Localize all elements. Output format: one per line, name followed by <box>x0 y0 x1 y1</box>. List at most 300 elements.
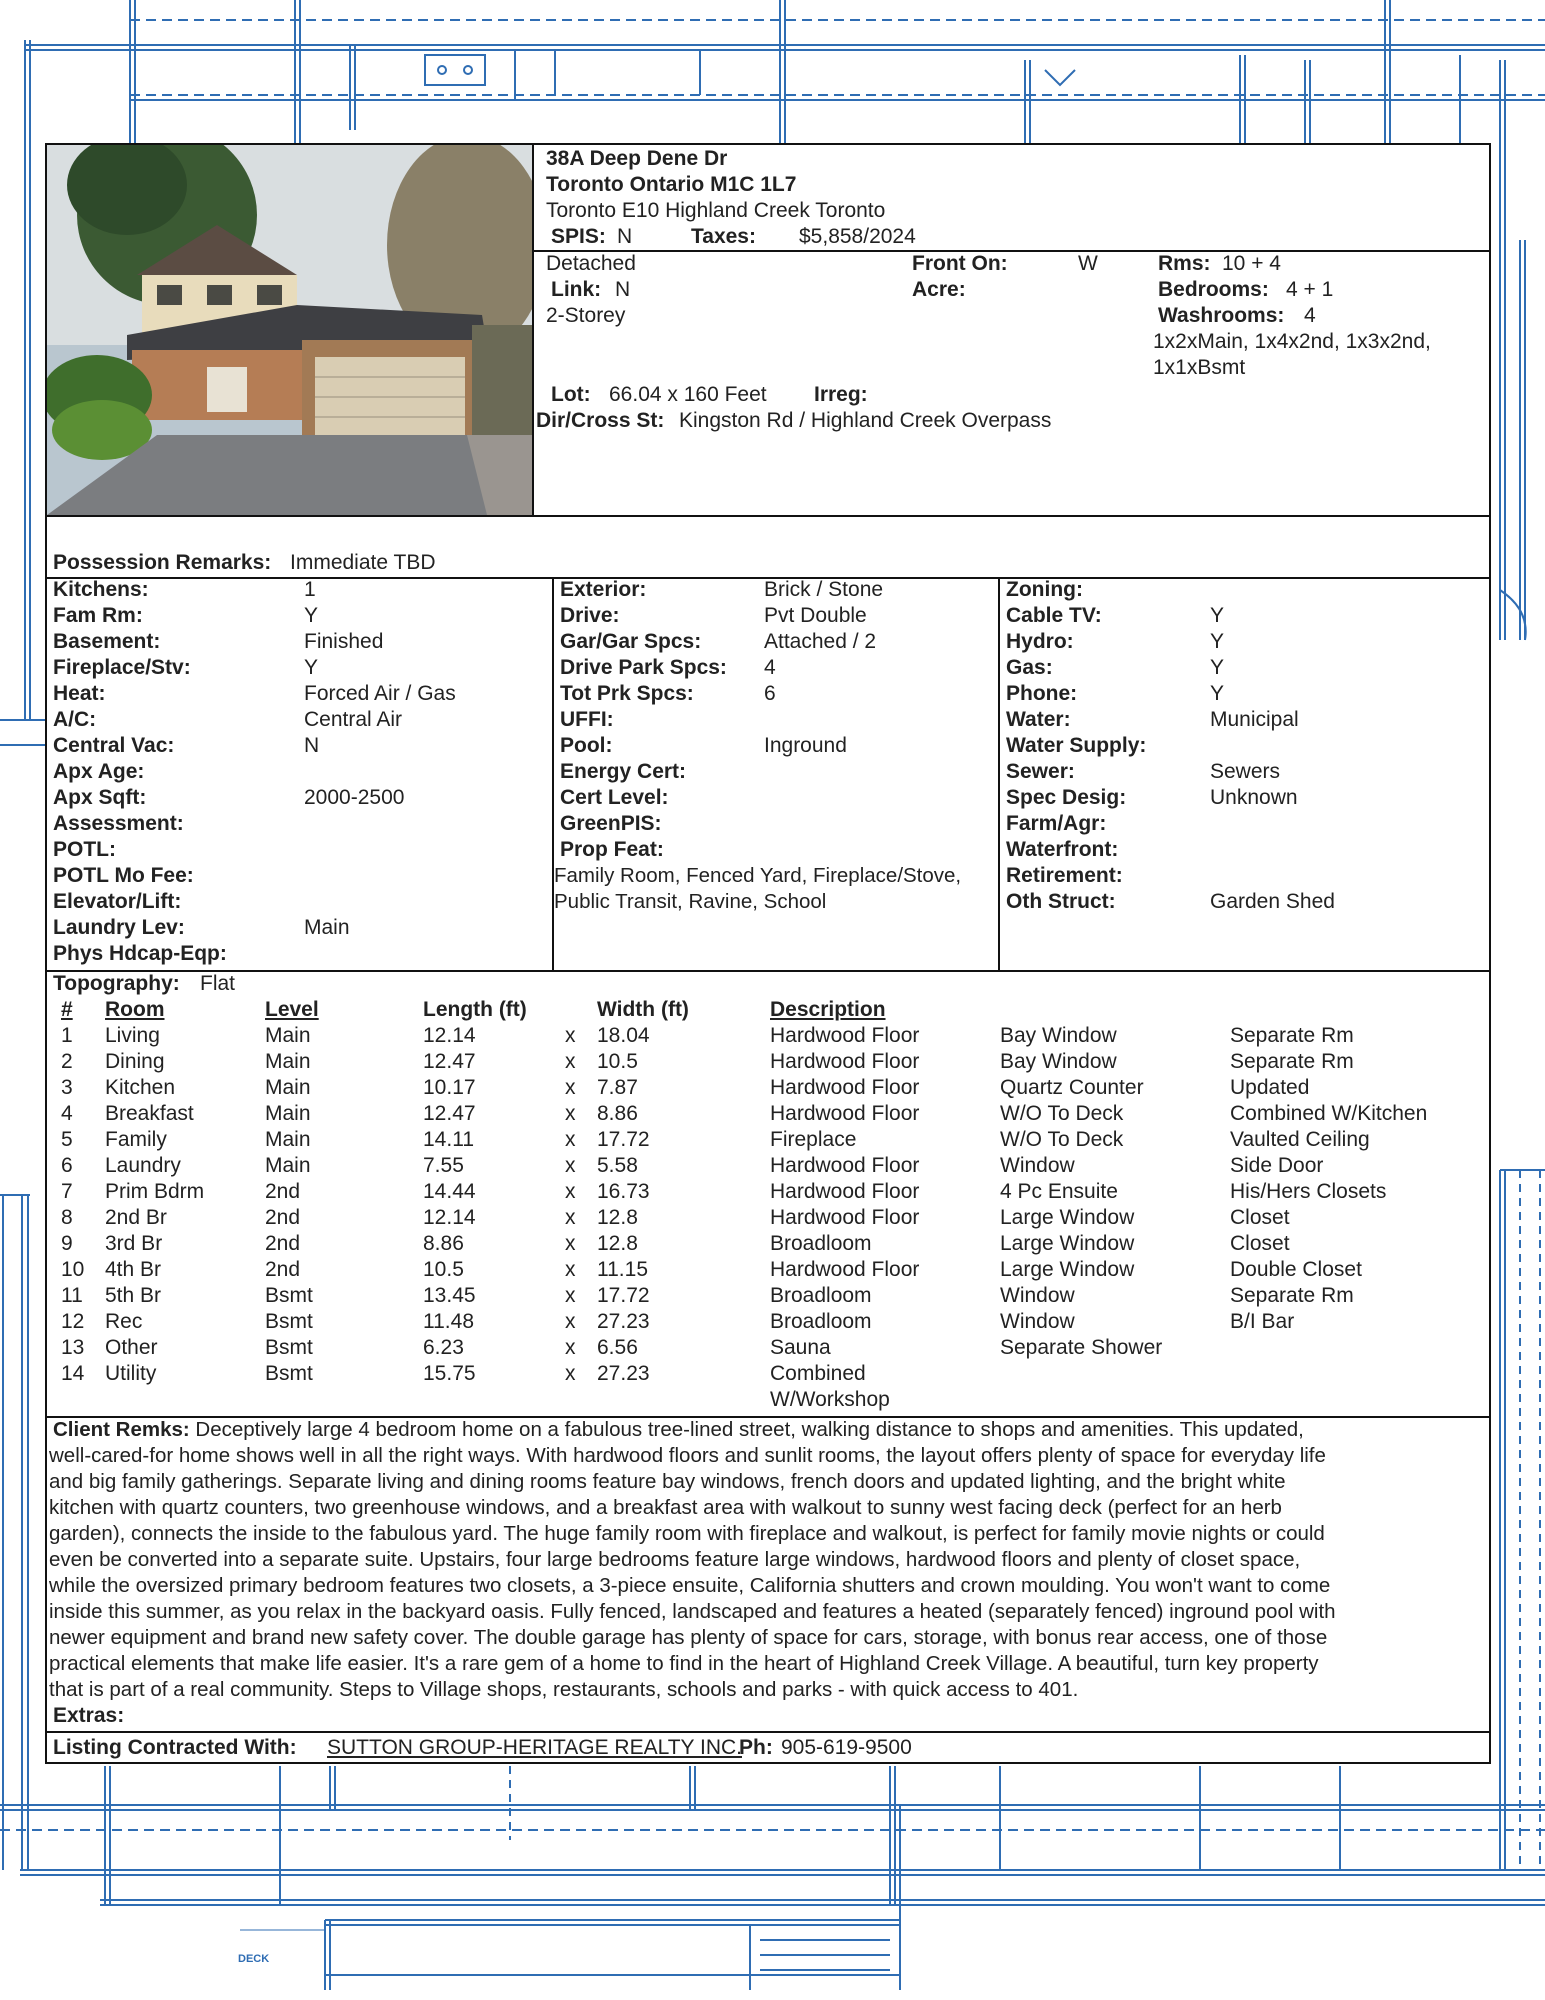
room-len: 12.47 <box>423 1050 476 1073</box>
room-x: x <box>565 1076 576 1099</box>
phone-value: 905-619-9500 <box>781 1736 912 1759</box>
utility-value: Y <box>1210 656 1225 679</box>
area: Toronto E10 Highland Creek Toronto <box>546 199 886 222</box>
utility-row <box>1006 785 1489 811</box>
property-info <box>534 145 1489 515</box>
detail-label: Laundry Lev: <box>53 916 185 939</box>
room-n: 4 <box>61 1102 73 1125</box>
topography-label: Topography: <box>53 972 180 995</box>
washrooms-value: 4 <box>1304 304 1316 327</box>
room-d1: Hardwood Floor <box>770 1024 920 1047</box>
room-level: Main <box>265 1050 311 1073</box>
room-row <box>47 1101 1489 1127</box>
detail-row <box>53 733 552 759</box>
room-row <box>47 1127 1489 1153</box>
room-n: 8 <box>61 1206 73 1229</box>
room-d2: Bay Window <box>1000 1024 1117 1047</box>
feature-label: Drive: <box>560 604 620 627</box>
detail-row <box>53 577 552 603</box>
listing-footer <box>47 1731 1489 1764</box>
room-level: Main <box>265 1076 311 1099</box>
feature-row <box>560 759 994 785</box>
header-length: Length (ft) <box>423 998 527 1021</box>
utility-value: Garden Shed <box>1210 890 1335 913</box>
feature-label: Gar/Gar Spcs: <box>560 630 702 653</box>
room-n: 3 <box>61 1076 73 1099</box>
remarks-line <box>49 1651 1485 1677</box>
remarks-text: practical elements that make life easier. It's a rare gem of a home to find in the heart of Highland Creek Village. A beautiful, turn key property <box>49 1652 1319 1675</box>
brokerage-link[interactable]: SUTTON GROUP-HERITAGE REALTY INC. <box>327 1736 742 1759</box>
rooms-label: Rms: <box>1158 252 1211 275</box>
washroom-detail-1: 1x2xMain, 1x4x2nd, 1x3x2nd, <box>1153 330 1431 353</box>
utility-row <box>1006 863 1489 889</box>
room-level: 2nd <box>265 1180 301 1203</box>
rooms-section <box>47 970 1489 1418</box>
room-wid: 17.72 <box>597 1128 650 1151</box>
room-room: Living <box>105 1024 160 1047</box>
utility-label: Spec Desig: <box>1006 786 1127 809</box>
feature-row <box>560 681 994 707</box>
utility-value: Municipal <box>1210 708 1299 731</box>
remarks-line <box>49 1625 1485 1651</box>
room-d3: Separate Rm <box>1230 1284 1354 1307</box>
phone-label: Ph: <box>739 1736 773 1759</box>
room-d2: Large Window <box>1000 1206 1135 1229</box>
room-row <box>47 1075 1489 1101</box>
room-n: 9 <box>61 1232 73 1255</box>
room-n: 14 <box>61 1362 85 1385</box>
utility-label: Hydro: <box>1006 630 1074 653</box>
bedrooms-label: Bedrooms: <box>1158 278 1269 301</box>
detail-row <box>53 889 552 915</box>
detail-label: Elevator/Lift: <box>53 890 182 913</box>
room-n: 5 <box>61 1128 73 1151</box>
room-room: 5th Br <box>105 1284 162 1307</box>
room-x: x <box>565 1180 576 1203</box>
room-len: 7.55 <box>423 1154 464 1177</box>
room-x: x <box>565 1232 576 1255</box>
details-list-2 <box>560 577 994 863</box>
room-len: 13.45 <box>423 1284 476 1307</box>
room-n: 1 <box>61 1024 73 1047</box>
feature-value: 6 <box>764 682 776 705</box>
detail-value: Central Air <box>304 708 403 731</box>
detail-row <box>53 837 552 863</box>
room-room: 3rd Br <box>105 1232 163 1255</box>
room-room: Prim Bdrm <box>105 1180 205 1203</box>
room-row <box>47 1361 1489 1387</box>
feature-row <box>560 811 994 837</box>
room-wid: 27.23 <box>597 1362 650 1385</box>
room-x: x <box>565 1284 576 1307</box>
room-n: 7 <box>61 1180 73 1203</box>
bedrooms-value: 4 + 1 <box>1286 278 1334 301</box>
room-x: x <box>565 1128 576 1151</box>
topography-value: Flat <box>200 972 236 995</box>
feature-row <box>560 577 994 603</box>
detail-label: Assessment: <box>53 812 184 835</box>
room-wid: 16.73 <box>597 1180 650 1203</box>
prop-feat-line-1: Family Room, Fenced Yard, Fireplace/Stove, <box>554 864 962 887</box>
irreg-label: Irreg: <box>814 383 868 406</box>
remarks-text: while the oversized primary bedroom features two closets, a 3-piece ensuite, California shutters and crown moulding. You won't want to come <box>49 1574 1331 1597</box>
feature-row <box>560 629 994 655</box>
room-wid: 12.8 <box>597 1232 638 1255</box>
remarks-line <box>49 1417 1485 1443</box>
feature-label: Cert Level: <box>560 786 669 809</box>
header-level: Level <box>265 998 319 1021</box>
detail-value: Y <box>304 604 319 627</box>
detail-label: Basement: <box>53 630 161 653</box>
detail-row <box>53 655 552 681</box>
utility-row <box>1006 837 1489 863</box>
feature-value: Attached / 2 <box>764 630 877 653</box>
room-d2: W/O To Deck <box>1000 1102 1124 1125</box>
utility-row <box>1006 603 1489 629</box>
room-x: x <box>565 1362 576 1385</box>
taxes-label: Taxes: <box>691 225 756 248</box>
details-list-1 <box>53 577 552 967</box>
room-len: 15.75 <box>423 1362 476 1385</box>
utility-row <box>1006 577 1489 603</box>
room-wid: 18.04 <box>597 1024 650 1047</box>
room-d1: Broadloom <box>770 1284 872 1307</box>
room-room: Rec <box>105 1310 143 1333</box>
room-level: 2nd <box>265 1232 301 1255</box>
washroom-detail-2: 1x1xBsmt <box>1153 356 1246 379</box>
detail-row <box>53 759 552 785</box>
room-d1: Hardwood Floor <box>770 1180 920 1203</box>
remarks-text: garden), connects the inside to the fabulous yard. The huge family room with fireplace and walkout, is perfect for family movie nights or could <box>49 1522 1325 1545</box>
room-wid: 12.8 <box>597 1206 638 1229</box>
feature-value: Pvt Double <box>764 604 867 627</box>
detail-label: Central Vac: <box>53 734 175 757</box>
utility-label: Gas: <box>1006 656 1053 679</box>
detail-value: Finished <box>304 630 384 653</box>
room-d1: Hardwood Floor <box>770 1154 920 1177</box>
remarks-label: Client Remks: <box>53 1418 190 1441</box>
detail-label: Apx Age: <box>53 760 145 783</box>
utility-label: Sewer: <box>1006 760 1075 783</box>
room-level: 2nd <box>265 1258 301 1281</box>
utility-label: Retirement: <box>1006 864 1123 887</box>
feature-row <box>560 603 994 629</box>
utility-label: Water Supply: <box>1006 734 1147 757</box>
room-d1: Hardwood Floor <box>770 1076 920 1099</box>
room-d1: Broadloom <box>770 1310 872 1333</box>
detail-row <box>53 681 552 707</box>
room-d2: Window <box>1000 1154 1075 1177</box>
rooms-table <box>47 997 1489 1411</box>
room-row <box>47 1231 1489 1257</box>
spis-label: SPIS: <box>551 225 606 248</box>
feature-value: Inground <box>764 734 847 757</box>
utility-label: Phone: <box>1006 682 1078 705</box>
feature-row <box>560 785 994 811</box>
feature-row <box>560 733 994 759</box>
room-wid: 8.86 <box>597 1102 638 1125</box>
utility-label: Water: <box>1006 708 1071 731</box>
header-room: Room <box>105 998 165 1021</box>
room-row <box>47 1205 1489 1231</box>
room-d3: His/Hers Closets <box>1230 1180 1387 1203</box>
detail-label: A/C: <box>53 708 97 731</box>
link-label: Link: <box>551 278 602 301</box>
remarks-line <box>49 1599 1485 1625</box>
room-level: Main <box>265 1154 311 1177</box>
detail-row <box>53 863 552 889</box>
property-photo <box>47 145 534 515</box>
room-n: 11 <box>61 1284 83 1307</box>
rooms-body <box>47 1023 1489 1387</box>
room-14-desc-line-2: W/Workshop <box>770 1388 890 1411</box>
room-d1: Hardwood Floor <box>770 1050 920 1073</box>
taxes-value: $5,858/2024 <box>799 225 916 248</box>
address-line1: 38A Deep Dene Dr <box>546 147 728 170</box>
remarks-text: kitchen with quartz counters, two greenhouse windows, and a breakfast area with walkout to sunny west facing deck (perfect for an herb <box>49 1496 1282 1519</box>
room-len: 14.44 <box>423 1180 476 1203</box>
room-n: 13 <box>61 1336 85 1359</box>
utility-value: Y <box>1210 630 1225 653</box>
feature-label: Tot Prk Spcs: <box>560 682 694 705</box>
room-room: Breakfast <box>105 1102 194 1125</box>
feature-row <box>560 655 994 681</box>
room-n: 12 <box>61 1310 85 1333</box>
room-level: Main <box>265 1102 311 1125</box>
listing-label: Listing Contracted With: <box>53 1736 297 1759</box>
detail-row <box>53 707 552 733</box>
room-d3: Double Closet <box>1230 1258 1362 1281</box>
remarks-text: well-cared-for home shows well in all the right ways. With hardwood floors and sunlit rooms, the layout offers plenty of space for everyday life <box>49 1444 1326 1467</box>
detail-label: Kitchens: <box>53 578 149 601</box>
room-d2: Quartz Counter <box>1000 1076 1144 1099</box>
detail-row <box>53 785 552 811</box>
room-room: Utility <box>105 1362 157 1385</box>
utility-row <box>1006 733 1489 759</box>
rooms-value: 10 + 4 <box>1222 252 1281 275</box>
room-x: x <box>565 1206 576 1229</box>
room-level: Main <box>265 1024 311 1047</box>
utility-row <box>1006 707 1489 733</box>
address-line2: Toronto Ontario M1C 1L7 <box>546 173 797 196</box>
feature-label: GreenPIS: <box>560 812 662 835</box>
room-room: Laundry <box>105 1154 181 1177</box>
room-level: Main <box>265 1128 311 1151</box>
rooms-header-row <box>47 997 1489 1023</box>
room-d2: W/O To Deck <box>1000 1128 1124 1151</box>
room-row <box>47 1309 1489 1335</box>
feature-row <box>560 837 994 863</box>
room-room: 4th Br <box>105 1258 162 1281</box>
client-remarks <box>49 1417 1485 1703</box>
remarks-text: even be converted into a separate suite. Upstairs, four large bedrooms feature large windows, hardwood floors and plenty of closet space, <box>49 1548 1301 1571</box>
room-n: 2 <box>61 1050 73 1073</box>
utility-row <box>1006 655 1489 681</box>
room-wid: 17.72 <box>597 1284 650 1307</box>
details-col-3 <box>1000 577 1489 970</box>
room-d3: Combined W/Kitchen <box>1230 1102 1428 1125</box>
room-d1: Hardwood Floor <box>770 1258 920 1281</box>
room-d3: Updated <box>1230 1076 1310 1099</box>
details-col-1 <box>47 577 552 970</box>
detail-label: Phys Hdcap-Eqp: <box>53 942 227 965</box>
detail-label: POTL: <box>53 838 116 861</box>
details-section <box>47 577 1489 972</box>
deck-label: DECK <box>238 1953 270 1965</box>
room-wid: 27.23 <box>597 1310 650 1333</box>
room-d3: Closet <box>1230 1206 1290 1229</box>
feature-label: Exterior: <box>560 578 647 601</box>
detail-row <box>53 915 552 941</box>
utility-label: Cable TV: <box>1006 604 1102 627</box>
header-width: Width (ft) <box>597 998 689 1021</box>
room-row <box>47 1023 1489 1049</box>
room-len: 8.86 <box>423 1232 464 1255</box>
feature-label: Energy Cert: <box>560 760 687 783</box>
front-on-label: Front On: <box>912 252 1008 275</box>
room-d1: Sauna <box>770 1336 831 1359</box>
room-len: 10.5 <box>423 1258 464 1281</box>
room-level: Bsmt <box>265 1284 313 1307</box>
room-room: Other <box>105 1336 158 1359</box>
utility-label: Farm/Agr: <box>1006 812 1107 835</box>
room-wid: 5.58 <box>597 1154 638 1177</box>
room-d3: Separate Rm <box>1230 1050 1354 1073</box>
room-d2: Window <box>1000 1310 1075 1333</box>
remarks-line <box>49 1521 1485 1547</box>
room-d3: Separate Rm <box>1230 1024 1354 1047</box>
detail-value: 1 <box>304 578 316 601</box>
detail-label: Heat: <box>53 682 106 705</box>
detail-row <box>53 629 552 655</box>
room-len: 12.47 <box>423 1102 476 1125</box>
lot-value: 66.04 x 160 Feet <box>609 383 767 406</box>
header-divider <box>534 250 1489 252</box>
room-d2: Large Window <box>1000 1258 1135 1281</box>
possession-label: Possession Remarks: <box>53 551 272 574</box>
feature-row <box>560 707 994 733</box>
remarks-line <box>49 1443 1485 1469</box>
room-len: 11.48 <box>423 1310 474 1333</box>
room-row <box>47 1049 1489 1075</box>
feature-value: Brick / Stone <box>764 578 884 601</box>
acre-label: Acre: <box>912 278 966 301</box>
room-n: 6 <box>61 1154 73 1177</box>
room-level: Bsmt <box>265 1362 313 1385</box>
remarks-line <box>49 1495 1485 1521</box>
remarks-text: newer equipment and brand new safety cover. The double garage has plenty of space for cars, storage, with bonus rear access, one of those <box>49 1626 1328 1649</box>
room-d1: Combined <box>770 1362 866 1385</box>
feature-value: 4 <box>764 656 776 679</box>
room-x: x <box>565 1102 576 1125</box>
remarks-text: Deceptively large 4 bedroom home on a fabulous tree-lined street, walking distance to shops and amenities. This updated, <box>195 1418 1304 1441</box>
room-level: 2nd <box>265 1206 301 1229</box>
utility-row <box>1006 759 1489 785</box>
room-x: x <box>565 1050 576 1073</box>
detail-value: 2000-2500 <box>304 786 405 809</box>
room-d3: Closet <box>1230 1232 1290 1255</box>
remarks-line <box>49 1677 1485 1703</box>
room-room: Kitchen <box>105 1076 176 1099</box>
room-len: 6.23 <box>423 1336 464 1359</box>
utility-row <box>1006 629 1489 655</box>
room-x: x <box>565 1024 576 1047</box>
detail-value: N <box>304 734 320 757</box>
remarks-line <box>49 1573 1485 1599</box>
detail-value: Y <box>304 656 319 679</box>
room-x: x <box>565 1154 576 1177</box>
remarks-text: inside this summer, as you relax in the backyard oasis. Fully fenced, landscaped and features a heated (separately fenced) inground pool with <box>49 1600 1336 1623</box>
utility-row <box>1006 811 1489 837</box>
room-room: 2nd Br <box>105 1206 167 1229</box>
detail-label: Fireplace/Stv: <box>53 656 191 679</box>
room-wid: 11.15 <box>597 1258 648 1281</box>
room-len: 12.14 <box>423 1024 476 1047</box>
room-row <box>47 1153 1489 1179</box>
utility-label: Oth Struct: <box>1006 890 1116 913</box>
header-num: # <box>61 998 73 1021</box>
utility-value: Y <box>1210 682 1225 705</box>
room-len: 14.11 <box>423 1128 474 1151</box>
detail-row <box>53 941 552 967</box>
room-x: x <box>565 1310 576 1333</box>
detail-label: Fam Rm: <box>53 604 143 627</box>
room-d1: Hardwood Floor <box>770 1102 920 1125</box>
room-level: Bsmt <box>265 1336 313 1359</box>
washrooms-label: Washrooms: <box>1158 304 1285 327</box>
detail-label: POTL Mo Fee: <box>53 864 194 887</box>
remarks-section <box>47 1416 1489 1731</box>
room-row <box>47 1335 1489 1361</box>
utility-label: Waterfront: <box>1006 838 1119 861</box>
link-value: N <box>615 278 631 301</box>
room-x: x <box>565 1258 576 1281</box>
listing-header <box>47 145 1489 517</box>
utility-value: Sewers <box>1210 760 1281 783</box>
room-len: 12.14 <box>423 1206 476 1229</box>
lot-label: Lot: <box>551 383 591 406</box>
listing-sheet <box>45 143 1491 1764</box>
remarks-text: that is part of a real community. Steps to Village shops, restaurants, schools and parks - with quick access to 401. <box>49 1678 1079 1701</box>
room-row <box>47 1179 1489 1205</box>
room-len: 10.17 <box>423 1076 476 1099</box>
cross-street-value: Kingston Rd / Highland Creek Overpass <box>679 409 1052 432</box>
utility-row <box>1006 889 1489 915</box>
property-type: Detached <box>546 252 636 275</box>
possession-section <box>47 515 1489 579</box>
feature-label: Pool: <box>560 734 613 757</box>
extras-label: Extras: <box>53 1704 125 1727</box>
detail-value: Main <box>304 916 350 939</box>
cross-street-label: Dir/Cross St: <box>536 409 665 432</box>
header-description: Description <box>770 998 886 1021</box>
room-wid: 7.87 <box>597 1076 638 1099</box>
feature-label: UFFI: <box>560 708 614 731</box>
room-row <box>47 1257 1489 1283</box>
room-d2: Separate Shower <box>1000 1336 1163 1359</box>
detail-label: Apx Sqft: <box>53 786 147 809</box>
room-d2: Window <box>1000 1284 1075 1307</box>
detail-row <box>53 603 552 629</box>
utility-value: Y <box>1210 604 1225 627</box>
room-d2: Large Window <box>1000 1232 1135 1255</box>
remarks-line <box>49 1469 1485 1495</box>
possession-value: Immediate TBD <box>290 551 436 574</box>
room-d1: Fireplace <box>770 1128 857 1151</box>
prop-feat-line-2: Public Transit, Ravine, School <box>554 890 827 913</box>
utility-value: Unknown <box>1210 786 1298 809</box>
remarks-text: and big family gatherings. Separate living and dining rooms feature bay windows, french doors and updated lighting, and the bright white <box>49 1470 1286 1493</box>
